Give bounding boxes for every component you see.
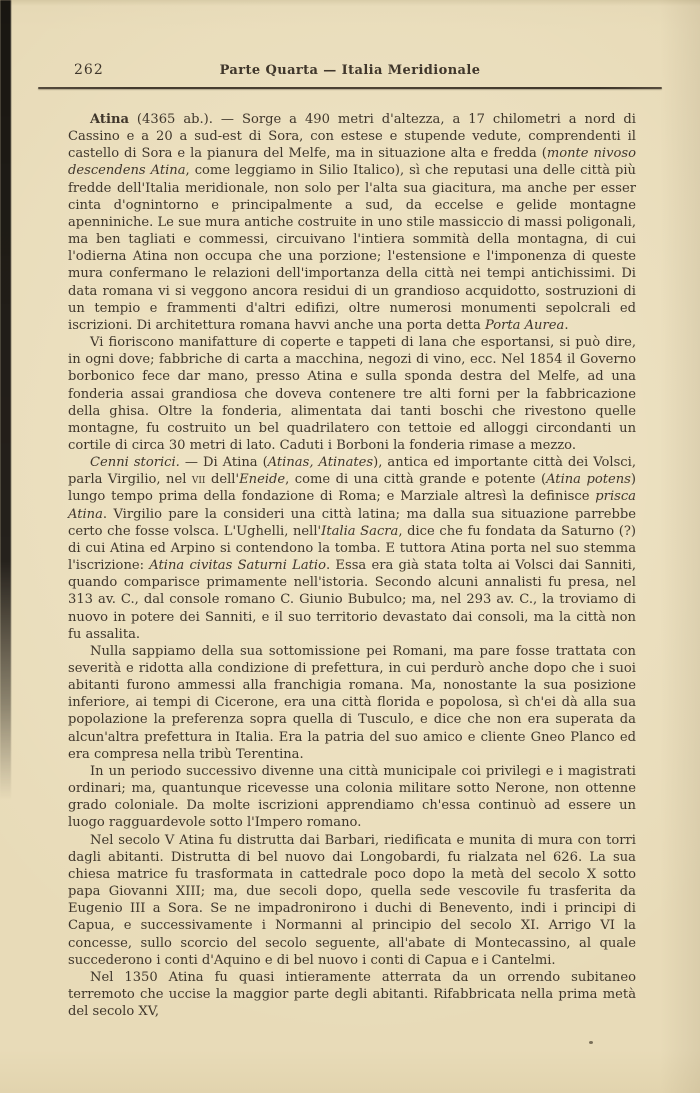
body-text: In un periodo successivo divenne una città municipale coi privilegi e i magistrati ordinari; ma, quantunque ricevesse una colonia militare sotto Nerone, non ottenne grado coloniale. Da molte iscrizioni apprendiamo ch'essa continuò ad essere un luogo ragguardevole sotto l'Impero romano.	[68, 763, 636, 831]
body-text: , come leggiamo in Silio Italico), sì che reputasi una delle città più fredde dell'Italia meridionale, non solo per l'alta sua giacitura, ma anche per esser cinta d'ognintorno e principalmente a sud, da eccelse e gelide montagne apenniniche. Le sue mura antiche costruite in uno stile massiccio di massi poligonali, ma ben tagliati e commessi, circuivano l'intiera sommità della montagna, di cui l'odierna Atina non occupa che una porzione; l'estensione e l'imponenza di queste mura confermano le relazioni dell'importanza della città nei tempi antichissimi. Di data romana vi si veggono ancora residui di un grandioso acquidotto, sostruzioni di un tempio e frammenti d'altri edifizi, oltre numerosi monumenti sepolcrali ed iscrizioni. Di architettura romana havvi anche una porta detta	[68, 163, 636, 333]
page-number: 262	[74, 62, 104, 78]
italic-text: monte nivoso descendens Atina	[68, 146, 636, 179]
body-text: (4365 ab.). — Sorge a 490 metri d'altezza, a 17 chilometri a nord di Cassino e a 20 a sud-est di Sora, con estese e stupende vedute, comprendenti il castello di Sora e la pianura del Melfe, ma in situazione alta e fredda (	[68, 112, 636, 162]
body-text: . Virgilio pare la consideri una città latina; ma dalla sua situazione parrebbe certo che fosse volsca. L'Ughelli, nell'	[68, 506, 636, 539]
italic-text: Italia Sacra	[321, 523, 399, 539]
paragraph	[68, 832, 636, 969]
paragraph	[68, 454, 636, 643]
body-text: dell'	[205, 472, 240, 488]
italic-text: prisca Atina	[68, 489, 636, 522]
page-header	[0, 62, 700, 82]
body-text: Nulla sappiamo della sua sottomissione pei Romani, ma pare fosse trattata con severità e ridotta alla condizione di prefettura, in cui perdurò anche dopo che i suoi abitanti furono ammessi alla franchigia romana. Ma, nonostante la sua posizione inferiore, ai tempi di Cicerone, era una città florida e popolosa, sì ch'ei dà alla sua popolazione la preferenza sopra quella di Tusculo, e dice che non era superata da alcun'altra prefettura in Italia. Era la patria del suo amico e cliente Gneo Planco ed era compresa nella tribù Terentina.	[68, 643, 636, 762]
body-text: Nel secolo V Atina fu distrutta dai Barbari, riedificata e munita di mura con torri dagli abitanti. Distrutta di bel nuovo dai Longobardi, fu rialzata nel 626. La sua chiesa matrice fu trasformata in cattedrale poco dopo la metà del secolo X sotto papa Giovanni XIII; ma, due secoli dopo, quella sede vescovile fu trasferita da Eugenio III a Sora. Se ne impadronirono i duchi di Benevento, indi i principi di Capua, e successivamente i Normanni al principio del secolo XI. Arrigo VI la concesse, sullo scorcio del secolo seguente, all'abate di Montecassino, al quale succederono i conti d'Aquino e di bel nuovo i conti di Capua e i Cantelmi.	[68, 832, 636, 968]
running-title: Parte Quarta — Italia Meridionale	[219, 63, 481, 78]
text-block	[68, 111, 636, 1020]
body-text: — Di Atina (	[179, 455, 268, 471]
body-text: , come di una città grande e potente (	[285, 472, 547, 488]
paragraph	[68, 643, 636, 763]
paragraph	[68, 111, 636, 334]
bold-text: Atina	[90, 112, 129, 127]
scan-left-edge-shadow	[0, 0, 11, 800]
paragraph	[68, 969, 636, 1020]
body-text: ), antica ed importante città dei Volsci, parla Virgilio, nel	[68, 455, 636, 488]
body-text: . Essa era già stata tolta ai Volsci dai Sanniti, quando comparisce primamente nell'istoria. Secondo alcuni annalisti fu presa, nel 313 av. C., dal console romano C. Giunio Bubulco; ma, nel 293 av. C., la troviamo di nuovo in potere dei Sanniti, e il suo territorio devastato dai consoli, ma la città non fu assalita.	[68, 558, 636, 642]
smallcaps-text: vii	[191, 472, 206, 488]
body-text: ) lungo tempo prima della fondazione di Roma; e Marziale altresì la definisce	[68, 472, 636, 505]
italic-text: Eneide	[239, 472, 286, 488]
paragraph	[68, 763, 636, 832]
body-text: , dice che fu fondata da Saturno (?) di cui Atina ed Arpino si contendono la tomba. E tuttora Atina porta nel suo stemma l'iscrizione:	[68, 523, 637, 574]
italic-text: Atina civitas Saturni Latio	[149, 558, 327, 574]
italic-text: Porta Aurea	[484, 317, 565, 333]
body-text: Nel 1350 Atina fu quasi intieramente atterrata da un orrendo subitaneo terremoto che uccise la maggior parte degli abitanti. Rifabbricata nella prima metà del secolo XV,	[68, 969, 636, 1020]
italic-text: Cenni storici.	[90, 455, 180, 471]
body-text: Vi fioriscono manifatture di coperte e tappeti di lana che esportansi, si può dire, in ogni dove; fabbriche di carta a macchina, negozi di vino, ecc. Nel 1854 il Governo borbonico fece dar mano, presso Atina e sulla sponda destra del Melfe, ad una fonderia assai grandiosa che doveva contenere tre alti forni per la fabbricazione della ghisa. Oltre la fonderia, alimentata dai tanti boschi che rivestono quelle montagne, fu costruito un bel quadrilatero con tettoie ed alloggi circondanti un cortile di circa 30 metri di lato. Caduti i Borboni la fonderia rimase a mezzo.	[68, 335, 636, 453]
paragraph	[68, 334, 636, 454]
italic-text: Atinas, Atinates	[267, 455, 374, 471]
header-rule	[38, 87, 662, 89]
italic-text: Atina potens	[546, 472, 631, 488]
body-text: .	[564, 317, 569, 333]
scan-speck	[589, 1041, 593, 1044]
